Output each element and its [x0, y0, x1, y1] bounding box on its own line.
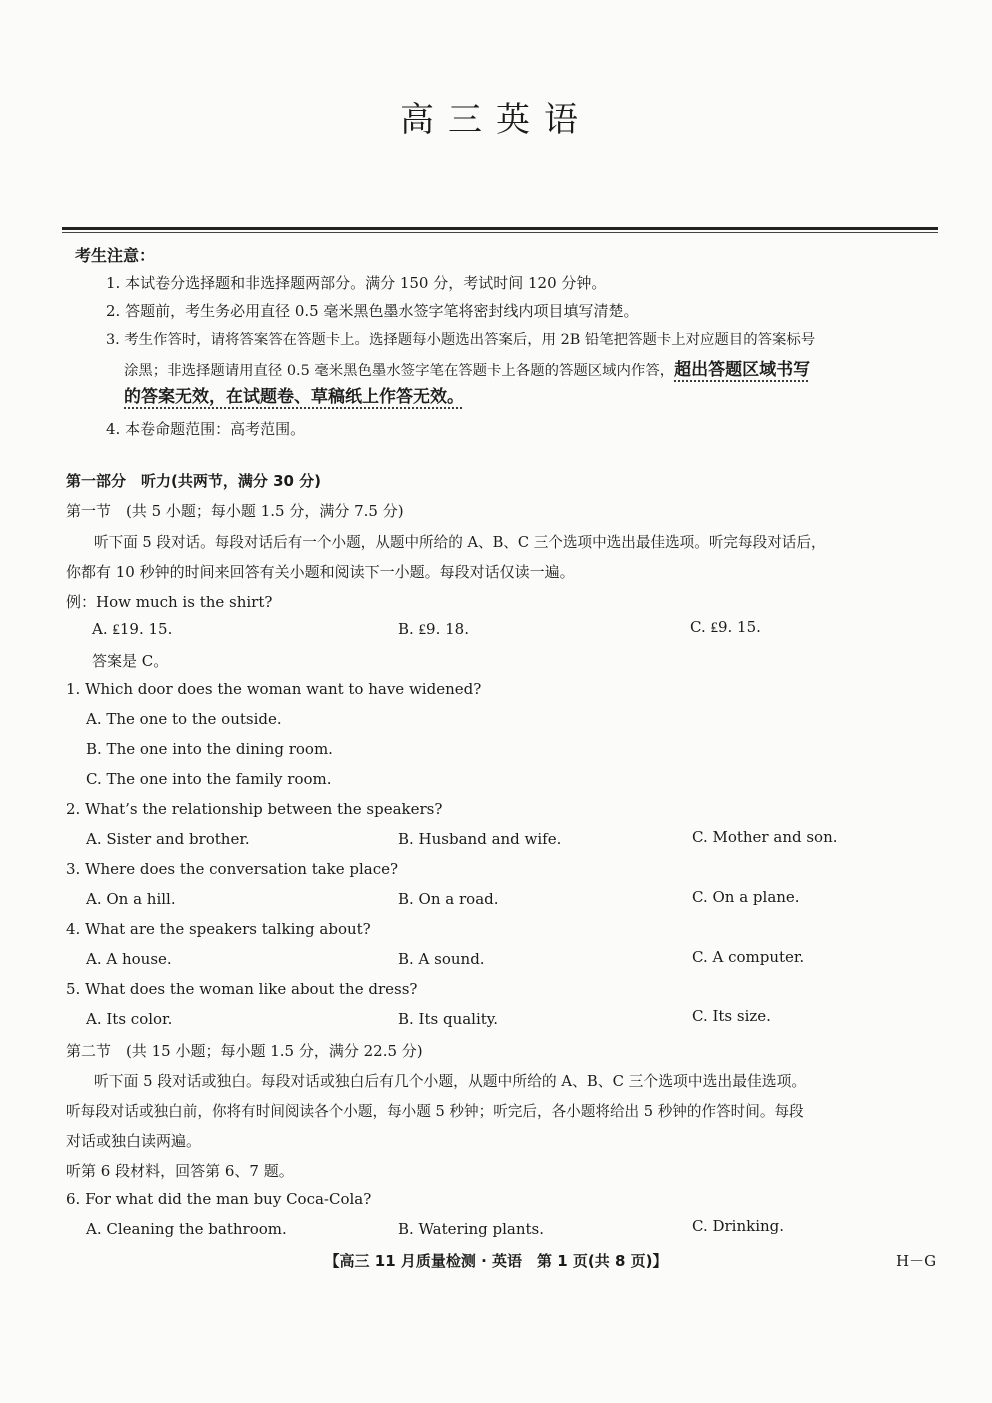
notice-item-3-emphasis: 超出答题区域书写: [674, 360, 811, 380]
notice-item-3-line3: 的答案无效，在试题卷、草稿纸上作答无效。: [124, 387, 464, 407]
q6-option-c: C. Drinking.: [692, 1217, 785, 1235]
q5-option-b: B. Its quality.: [398, 1010, 499, 1028]
q3-question: 3. Where does the conversation take place?: [66, 860, 399, 878]
q1-option-a: A. The one to the outside.: [86, 710, 282, 728]
notice-item-1: 1. 本试卷分选择题和非选择题两部分。满分 150 分，考试时间 120 分钟。: [106, 274, 607, 292]
page-footer: 【高三 11 月质量检测 · 英语 第 1 页(共 8 页)】: [324, 1252, 668, 1270]
q3-option-a: A. On a hill.: [86, 890, 176, 908]
example-option-a: A. ₤19. 15.: [92, 620, 173, 638]
part1-heading: 第一部分 听力(共两节，满分 30 分): [66, 472, 322, 490]
section2-instruction-line3: 对话或独白读两遍。: [66, 1132, 202, 1150]
example-question: 例：How much is the shirt?: [66, 593, 273, 611]
q4-option-c: C. A computer.: [692, 948, 805, 966]
notice-item-3-line1: 3. 考生作答时，请将答案答在答题卡上。选择题每小题选出答案后，用 2B 铅笔把答题卡上对应题目的答案标号: [106, 332, 816, 348]
section1-heading: 第一节 (共 5 小题；每小题 1.5 分，满分 7.5 分): [66, 502, 404, 520]
paper-code: H－G: [896, 1252, 937, 1270]
q2-question: 2. What’s the relationship between the speakers?: [66, 800, 443, 818]
example-answer: 答案是 C。: [92, 652, 169, 670]
q4-option-b: B. A sound.: [398, 950, 485, 968]
page-title: 高三英语: [400, 100, 592, 140]
q5-option-c: C. Its size.: [692, 1007, 771, 1025]
notice-item-3-line2: [124, 355, 810, 380]
q4-option-a: A. A house.: [86, 950, 172, 968]
notice-item-2: 2. 答题前，考生务必用直径 0.5 毫米黑色墨水签字笔将密封线内项目填写清楚。: [106, 302, 639, 320]
q6-question: 6. For what did the man buy Coca-Cola?: [66, 1190, 372, 1208]
q4-question: 4. What are the speakers talking about?: [66, 920, 371, 938]
notice-heading: 考生注意：: [75, 246, 156, 265]
section1-instruction-line1: 听下面 5 段对话。每段对话后有一个小题，从题中所给的 A、B、C 三个选项中选出最佳选项。听完每段对话后，: [94, 534, 826, 551]
section1-instruction-line2: 你都有 10 秒钟的时间来回答有关小题和阅读下一小题。每段对话仅读一遍。: [66, 563, 575, 581]
q1-question: 1. Which door does the woman want to have widened?: [66, 680, 482, 698]
q3-option-c: C. On a plane.: [692, 888, 800, 906]
section2-instruction-line2: 听每段对话或独白前，你将有时间阅读各个小题，每小题 5 秒钟；听完后，各小题将给出 5 秒钟的作答时间。每段: [66, 1103, 804, 1120]
divider-thin: [62, 232, 938, 233]
q6-option-b: B. Watering plants.: [398, 1220, 545, 1238]
section2-instruction-line1: 听下面 5 段对话或独白。每段对话或独白后有几个小题，从题中所给的 A、B、C 三个选项中选出最佳选项。: [94, 1073, 807, 1090]
q6-option-a: A. Cleaning the bathroom.: [86, 1220, 287, 1238]
example-option-b: B. ₤9. 18.: [398, 620, 469, 638]
notice-item-4: 4. 本卷命题范围：高考范围。: [106, 420, 306, 438]
q2-option-a: A. Sister and brother.: [86, 830, 250, 848]
notice-item-3-plain: 涂黑；非选择题请用直径 0.5 毫米黑色墨水签字笔在答题卡上各题的答题区域内作答，: [124, 363, 675, 379]
q5-option-a: A. Its color.: [86, 1010, 173, 1028]
divider-thick: [62, 227, 938, 230]
q2-option-c: C. Mother and son.: [692, 828, 838, 846]
q1-option-b: B. The one into the dining room.: [86, 740, 333, 758]
q5-question: 5. What does the woman like about the dress?: [66, 980, 418, 998]
example-option-c: C. ₤9. 15.: [690, 618, 761, 636]
q2-option-b: B. Husband and wife.: [398, 830, 562, 848]
section2-heading: 第二节 (共 15 小题；每小题 1.5 分，满分 22.5 分): [66, 1042, 423, 1060]
q1-option-c: C. The one into the family room.: [86, 770, 332, 788]
material-6-instruction: 听第 6 段材料，回答第 6、7 题。: [66, 1162, 294, 1180]
q3-option-b: B. On a road.: [398, 890, 499, 908]
